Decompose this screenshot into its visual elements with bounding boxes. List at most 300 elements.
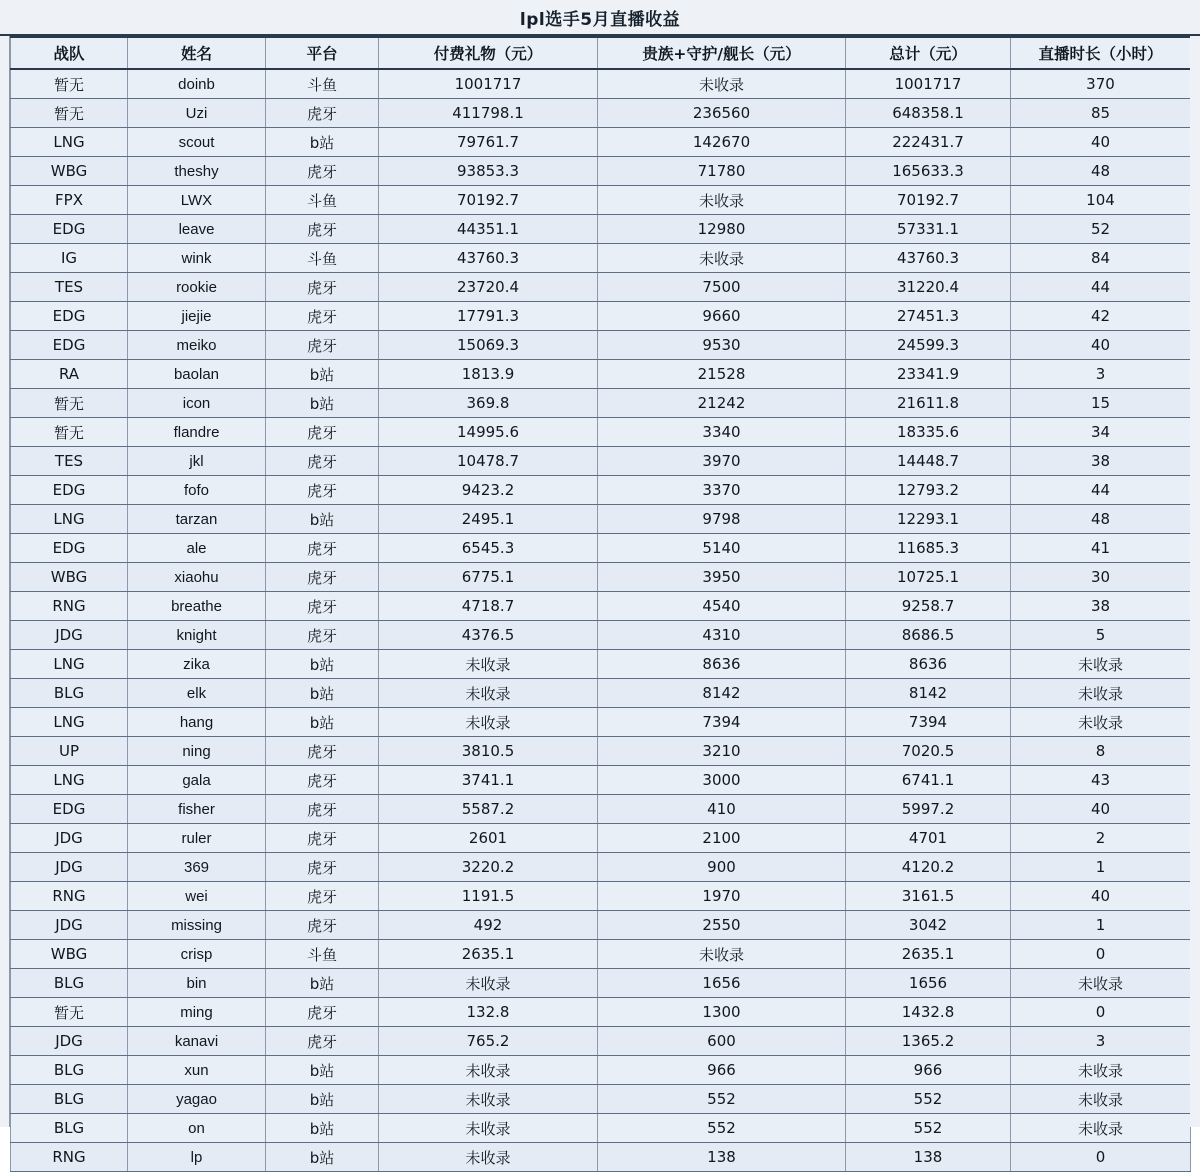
- cell-name[interactable]: leave: [128, 215, 266, 244]
- cell-total[interactable]: 14448.7: [846, 447, 1011, 476]
- cell-noble-guardian[interactable]: 2100: [598, 824, 846, 853]
- cell-name[interactable]: crisp: [128, 940, 266, 969]
- cell-name[interactable]: scout: [128, 128, 266, 157]
- cell-paid-gifts[interactable]: 未收录: [379, 1143, 598, 1172]
- cell-platform[interactable]: b站: [266, 969, 379, 998]
- cell-total[interactable]: 12793.2: [846, 476, 1011, 505]
- cell-stream-hours[interactable]: 3: [1011, 360, 1191, 389]
- cell-stream-hours[interactable]: 43: [1011, 766, 1191, 795]
- table-row[interactable]: [11, 737, 1191, 766]
- cell-stream-hours[interactable]: 未收录: [1011, 1114, 1191, 1143]
- cell-total[interactable]: 1432.8: [846, 998, 1011, 1027]
- cell-paid-gifts[interactable]: 1191.5: [379, 882, 598, 911]
- cell-total[interactable]: 138: [846, 1143, 1011, 1172]
- cell-team[interactable]: JDG: [11, 621, 128, 650]
- cell-paid-gifts[interactable]: 1813.9: [379, 360, 598, 389]
- cell-noble-guardian[interactable]: 1300: [598, 998, 846, 1027]
- cell-noble-guardian[interactable]: 4310: [598, 621, 846, 650]
- cell-team[interactable]: TES: [11, 447, 128, 476]
- cell-team[interactable]: BLG: [11, 1056, 128, 1085]
- cell-noble-guardian[interactable]: 138: [598, 1143, 846, 1172]
- cell-total[interactable]: 10725.1: [846, 563, 1011, 592]
- cell-name[interactable]: tarzan: [128, 505, 266, 534]
- cell-total[interactable]: 11685.3: [846, 534, 1011, 563]
- table-row[interactable]: [11, 273, 1191, 302]
- table-row[interactable]: [11, 447, 1191, 476]
- table-row[interactable]: [11, 679, 1191, 708]
- cell-noble-guardian[interactable]: 3210: [598, 737, 846, 766]
- table-row[interactable]: [11, 563, 1191, 592]
- cell-total[interactable]: 8142: [846, 679, 1011, 708]
- cell-stream-hours[interactable]: 未收录: [1011, 679, 1191, 708]
- cell-name[interactable]: zika: [128, 650, 266, 679]
- cell-platform[interactable]: 虎牙: [266, 99, 379, 128]
- cell-platform[interactable]: b站: [266, 128, 379, 157]
- cell-noble-guardian[interactable]: 8636: [598, 650, 846, 679]
- table-row[interactable]: [11, 650, 1191, 679]
- cell-team[interactable]: WBG: [11, 157, 128, 186]
- cell-team[interactable]: EDG: [11, 302, 128, 331]
- cell-team[interactable]: LNG: [11, 128, 128, 157]
- cell-noble-guardian[interactable]: 7394: [598, 708, 846, 737]
- cell-noble-guardian[interactable]: 8142: [598, 679, 846, 708]
- cell-stream-hours[interactable]: 44: [1011, 273, 1191, 302]
- cell-paid-gifts[interactable]: 5587.2: [379, 795, 598, 824]
- cell-stream-hours[interactable]: 40: [1011, 331, 1191, 360]
- cell-name[interactable]: breathe: [128, 592, 266, 621]
- cell-noble-guardian[interactable]: 1970: [598, 882, 846, 911]
- cell-stream-hours[interactable]: 5: [1011, 621, 1191, 650]
- cell-noble-guardian[interactable]: 1656: [598, 969, 846, 998]
- cell-stream-hours[interactable]: 2: [1011, 824, 1191, 853]
- cell-name[interactable]: missing: [128, 911, 266, 940]
- cell-noble-guardian[interactable]: 410: [598, 795, 846, 824]
- cell-platform[interactable]: 虎牙: [266, 331, 379, 360]
- cell-platform[interactable]: 虎牙: [266, 998, 379, 1027]
- cell-platform[interactable]: 斗鱼: [266, 186, 379, 215]
- cell-name[interactable]: fisher: [128, 795, 266, 824]
- cell-paid-gifts[interactable]: 未收录: [379, 650, 598, 679]
- cell-platform[interactable]: b站: [266, 650, 379, 679]
- cell-platform[interactable]: 虎牙: [266, 534, 379, 563]
- cell-name[interactable]: baolan: [128, 360, 266, 389]
- cell-name[interactable]: doinb: [128, 69, 266, 99]
- table-row[interactable]: [11, 1027, 1191, 1056]
- cell-stream-hours[interactable]: 1: [1011, 853, 1191, 882]
- cell-name[interactable]: jiejie: [128, 302, 266, 331]
- table-row[interactable]: [11, 476, 1191, 505]
- cell-paid-gifts[interactable]: 411798.1: [379, 99, 598, 128]
- column-header-stream-hours[interactable]: 直播时长（小时）: [1011, 37, 1191, 69]
- cell-paid-gifts[interactable]: 3810.5: [379, 737, 598, 766]
- cell-noble-guardian[interactable]: 21242: [598, 389, 846, 418]
- cell-team[interactable]: EDG: [11, 534, 128, 563]
- table-row[interactable]: [11, 592, 1191, 621]
- table-row[interactable]: [11, 244, 1191, 273]
- cell-noble-guardian[interactable]: 966: [598, 1056, 846, 1085]
- cell-noble-guardian[interactable]: 未收录: [598, 69, 846, 99]
- cell-team[interactable]: EDG: [11, 331, 128, 360]
- cell-platform[interactable]: 虎牙: [266, 476, 379, 505]
- cell-paid-gifts[interactable]: 4376.5: [379, 621, 598, 650]
- cell-total[interactable]: 3042: [846, 911, 1011, 940]
- cell-name[interactable]: Uzi: [128, 99, 266, 128]
- cell-paid-gifts[interactable]: 未收录: [379, 1056, 598, 1085]
- table-row[interactable]: [11, 708, 1191, 737]
- cell-platform[interactable]: 虎牙: [266, 911, 379, 940]
- cell-name[interactable]: ale: [128, 534, 266, 563]
- cell-name[interactable]: wei: [128, 882, 266, 911]
- cell-team[interactable]: LNG: [11, 650, 128, 679]
- table-row[interactable]: [11, 795, 1191, 824]
- cell-name[interactable]: meiko: [128, 331, 266, 360]
- cell-noble-guardian[interactable]: 3340: [598, 418, 846, 447]
- cell-noble-guardian[interactable]: 未收录: [598, 244, 846, 273]
- table-row[interactable]: [11, 128, 1191, 157]
- cell-platform[interactable]: 虎牙: [266, 592, 379, 621]
- cell-paid-gifts[interactable]: 2635.1: [379, 940, 598, 969]
- cell-stream-hours[interactable]: 未收录: [1011, 1085, 1191, 1114]
- cell-paid-gifts[interactable]: 79761.7: [379, 128, 598, 157]
- cell-noble-guardian[interactable]: 3370: [598, 476, 846, 505]
- cell-name[interactable]: xiaohu: [128, 563, 266, 592]
- cell-paid-gifts[interactable]: 3741.1: [379, 766, 598, 795]
- table-row[interactable]: [11, 360, 1191, 389]
- cell-name[interactable]: 369: [128, 853, 266, 882]
- cell-team[interactable]: RNG: [11, 1143, 128, 1172]
- cell-total[interactable]: 222431.7: [846, 128, 1011, 157]
- cell-stream-hours[interactable]: 未收录: [1011, 650, 1191, 679]
- cell-noble-guardian[interactable]: 9798: [598, 505, 846, 534]
- table-row[interactable]: [11, 969, 1191, 998]
- cell-noble-guardian[interactable]: 2550: [598, 911, 846, 940]
- table-row[interactable]: [11, 534, 1191, 563]
- cell-name[interactable]: icon: [128, 389, 266, 418]
- cell-total[interactable]: 4120.2: [846, 853, 1011, 882]
- cell-paid-gifts[interactable]: 9423.2: [379, 476, 598, 505]
- cell-stream-hours[interactable]: 41: [1011, 534, 1191, 563]
- cell-paid-gifts[interactable]: 1001717: [379, 69, 598, 99]
- cell-platform[interactable]: 虎牙: [266, 273, 379, 302]
- cell-stream-hours[interactable]: 42: [1011, 302, 1191, 331]
- table-row[interactable]: [11, 302, 1191, 331]
- cell-noble-guardian[interactable]: 9530: [598, 331, 846, 360]
- cell-paid-gifts[interactable]: 未收录: [379, 1114, 598, 1143]
- cell-stream-hours[interactable]: 38: [1011, 447, 1191, 476]
- cell-platform[interactable]: b站: [266, 708, 379, 737]
- cell-name[interactable]: jkl: [128, 447, 266, 476]
- cell-team[interactable]: WBG: [11, 563, 128, 592]
- cell-name[interactable]: rookie: [128, 273, 266, 302]
- cell-platform[interactable]: b站: [266, 389, 379, 418]
- cell-stream-hours[interactable]: 370: [1011, 69, 1191, 99]
- cell-name[interactable]: lp: [128, 1143, 266, 1172]
- cell-paid-gifts[interactable]: 4718.7: [379, 592, 598, 621]
- cell-noble-guardian[interactable]: 3950: [598, 563, 846, 592]
- cell-stream-hours[interactable]: 8: [1011, 737, 1191, 766]
- cell-platform[interactable]: b站: [266, 1143, 379, 1172]
- cell-paid-gifts[interactable]: 70192.7: [379, 186, 598, 215]
- cell-platform[interactable]: 虎牙: [266, 853, 379, 882]
- cell-paid-gifts[interactable]: 132.8: [379, 998, 598, 1027]
- cell-team[interactable]: EDG: [11, 476, 128, 505]
- table-row[interactable]: [11, 99, 1191, 128]
- cell-platform[interactable]: 虎牙: [266, 302, 379, 331]
- cell-name[interactable]: flandre: [128, 418, 266, 447]
- cell-paid-gifts[interactable]: 492: [379, 911, 598, 940]
- cell-platform[interactable]: b站: [266, 360, 379, 389]
- cell-platform[interactable]: 虎牙: [266, 882, 379, 911]
- cell-noble-guardian[interactable]: 5140: [598, 534, 846, 563]
- cell-team[interactable]: 暂无: [11, 99, 128, 128]
- column-header-platform[interactable]: 平台: [266, 37, 379, 69]
- cell-noble-guardian[interactable]: 12980: [598, 215, 846, 244]
- cell-paid-gifts[interactable]: 17791.3: [379, 302, 598, 331]
- table-row[interactable]: [11, 157, 1191, 186]
- cell-name[interactable]: knight: [128, 621, 266, 650]
- cell-name[interactable]: elk: [128, 679, 266, 708]
- cell-paid-gifts[interactable]: 2601: [379, 824, 598, 853]
- cell-total[interactable]: 57331.1: [846, 215, 1011, 244]
- cell-paid-gifts[interactable]: 10478.7: [379, 447, 598, 476]
- cell-stream-hours[interactable]: 84: [1011, 244, 1191, 273]
- cell-stream-hours[interactable]: 85: [1011, 99, 1191, 128]
- cell-team[interactable]: LNG: [11, 505, 128, 534]
- cell-total[interactable]: 552: [846, 1085, 1011, 1114]
- cell-name[interactable]: kanavi: [128, 1027, 266, 1056]
- cell-team[interactable]: JDG: [11, 824, 128, 853]
- cell-total[interactable]: 23341.9: [846, 360, 1011, 389]
- table-row[interactable]: [11, 389, 1191, 418]
- cell-paid-gifts[interactable]: 2495.1: [379, 505, 598, 534]
- column-header-noble-guardian[interactable]: 贵族+守护/舰长（元）: [598, 37, 846, 69]
- cell-noble-guardian[interactable]: 3000: [598, 766, 846, 795]
- cell-team[interactable]: JDG: [11, 853, 128, 882]
- cell-total[interactable]: 8686.5: [846, 621, 1011, 650]
- cell-platform[interactable]: b站: [266, 1085, 379, 1114]
- cell-platform[interactable]: 斗鱼: [266, 69, 379, 99]
- cell-team[interactable]: 暂无: [11, 418, 128, 447]
- cell-total[interactable]: 9258.7: [846, 592, 1011, 621]
- column-header-total[interactable]: 总计（元）: [846, 37, 1011, 69]
- table-row[interactable]: [11, 1114, 1191, 1143]
- cell-name[interactable]: theshy: [128, 157, 266, 186]
- cell-name[interactable]: ming: [128, 998, 266, 1027]
- cell-total[interactable]: 7394: [846, 708, 1011, 737]
- cell-stream-hours[interactable]: 38: [1011, 592, 1191, 621]
- cell-stream-hours[interactable]: 52: [1011, 215, 1191, 244]
- cell-platform[interactable]: 虎牙: [266, 766, 379, 795]
- table-row[interactable]: [11, 1056, 1191, 1085]
- table-row[interactable]: [11, 940, 1191, 969]
- cell-stream-hours[interactable]: 1: [1011, 911, 1191, 940]
- column-header-paid-gifts[interactable]: 付费礼物（元）: [379, 37, 598, 69]
- cell-team[interactable]: 暂无: [11, 389, 128, 418]
- cell-noble-guardian[interactable]: 236560: [598, 99, 846, 128]
- cell-paid-gifts[interactable]: 369.8: [379, 389, 598, 418]
- cell-stream-hours[interactable]: 未收录: [1011, 969, 1191, 998]
- cell-total[interactable]: 21611.8: [846, 389, 1011, 418]
- cell-name[interactable]: hang: [128, 708, 266, 737]
- cell-stream-hours[interactable]: 3: [1011, 1027, 1191, 1056]
- cell-paid-gifts[interactable]: 未收录: [379, 679, 598, 708]
- cell-paid-gifts[interactable]: 6545.3: [379, 534, 598, 563]
- cell-paid-gifts[interactable]: 未收录: [379, 1085, 598, 1114]
- cell-platform[interactable]: 虎牙: [266, 1027, 379, 1056]
- table-row[interactable]: [11, 215, 1191, 244]
- cell-platform[interactable]: 虎牙: [266, 737, 379, 766]
- cell-total[interactable]: 4701: [846, 824, 1011, 853]
- table-row[interactable]: [11, 418, 1191, 447]
- cell-paid-gifts[interactable]: 15069.3: [379, 331, 598, 360]
- cell-name[interactable]: ruler: [128, 824, 266, 853]
- table-row[interactable]: [11, 853, 1191, 882]
- cell-total[interactable]: 1656: [846, 969, 1011, 998]
- cell-team[interactable]: JDG: [11, 911, 128, 940]
- cell-team[interactable]: IG: [11, 244, 128, 273]
- cell-total[interactable]: 966: [846, 1056, 1011, 1085]
- cell-stream-hours[interactable]: 未收录: [1011, 1056, 1191, 1085]
- cell-team[interactable]: RNG: [11, 882, 128, 911]
- table-row[interactable]: [11, 766, 1191, 795]
- cell-noble-guardian[interactable]: 21528: [598, 360, 846, 389]
- column-header-team[interactable]: 战队: [11, 37, 128, 69]
- cell-stream-hours[interactable]: 104: [1011, 186, 1191, 215]
- cell-stream-hours[interactable]: 0: [1011, 1143, 1191, 1172]
- cell-noble-guardian[interactable]: 142670: [598, 128, 846, 157]
- cell-paid-gifts[interactable]: 未收录: [379, 708, 598, 737]
- cell-team[interactable]: RA: [11, 360, 128, 389]
- cell-total[interactable]: 552: [846, 1114, 1011, 1143]
- cell-stream-hours[interactable]: 48: [1011, 157, 1191, 186]
- cell-team[interactable]: BLG: [11, 1114, 128, 1143]
- table-row[interactable]: [11, 331, 1191, 360]
- cell-team[interactable]: BLG: [11, 679, 128, 708]
- table-row[interactable]: [11, 505, 1191, 534]
- cell-total[interactable]: 1365.2: [846, 1027, 1011, 1056]
- cell-noble-guardian[interactable]: 71780: [598, 157, 846, 186]
- cell-platform[interactable]: b站: [266, 505, 379, 534]
- cell-stream-hours[interactable]: 34: [1011, 418, 1191, 447]
- cell-paid-gifts[interactable]: 3220.2: [379, 853, 598, 882]
- cell-paid-gifts[interactable]: 6775.1: [379, 563, 598, 592]
- cell-total[interactable]: 31220.4: [846, 273, 1011, 302]
- cell-paid-gifts[interactable]: 44351.1: [379, 215, 598, 244]
- table-row[interactable]: [11, 69, 1191, 99]
- cell-name[interactable]: bin: [128, 969, 266, 998]
- cell-platform[interactable]: 斗鱼: [266, 244, 379, 273]
- cell-team[interactable]: RNG: [11, 592, 128, 621]
- cell-platform[interactable]: b站: [266, 1114, 379, 1143]
- cell-team[interactable]: 暂无: [11, 69, 128, 99]
- cell-team[interactable]: FPX: [11, 186, 128, 215]
- cell-noble-guardian[interactable]: 552: [598, 1085, 846, 1114]
- cell-noble-guardian[interactable]: 552: [598, 1114, 846, 1143]
- cell-platform[interactable]: 虎牙: [266, 824, 379, 853]
- table-row[interactable]: [11, 186, 1191, 215]
- cell-team[interactable]: EDG: [11, 795, 128, 824]
- cell-total[interactable]: 648358.1: [846, 99, 1011, 128]
- table-row[interactable]: [11, 911, 1191, 940]
- cell-platform[interactable]: 虎牙: [266, 215, 379, 244]
- cell-platform[interactable]: 虎牙: [266, 447, 379, 476]
- cell-noble-guardian[interactable]: 900: [598, 853, 846, 882]
- cell-stream-hours[interactable]: 48: [1011, 505, 1191, 534]
- cell-platform[interactable]: 斗鱼: [266, 940, 379, 969]
- cell-platform[interactable]: 虎牙: [266, 157, 379, 186]
- cell-team[interactable]: LNG: [11, 708, 128, 737]
- cell-stream-hours[interactable]: 0: [1011, 998, 1191, 1027]
- cell-noble-guardian[interactable]: 9660: [598, 302, 846, 331]
- cell-total[interactable]: 2635.1: [846, 940, 1011, 969]
- cell-team[interactable]: LNG: [11, 766, 128, 795]
- column-header-name[interactable]: 姓名: [128, 37, 266, 69]
- cell-total[interactable]: 1001717: [846, 69, 1011, 99]
- cell-team[interactable]: EDG: [11, 215, 128, 244]
- cell-team[interactable]: UP: [11, 737, 128, 766]
- cell-team[interactable]: 暂无: [11, 998, 128, 1027]
- cell-paid-gifts[interactable]: 未收录: [379, 969, 598, 998]
- cell-stream-hours[interactable]: 30: [1011, 563, 1191, 592]
- cell-team[interactable]: BLG: [11, 1085, 128, 1114]
- cell-stream-hours[interactable]: 44: [1011, 476, 1191, 505]
- cell-team[interactable]: BLG: [11, 969, 128, 998]
- cell-platform[interactable]: 虎牙: [266, 621, 379, 650]
- cell-name[interactable]: on: [128, 1114, 266, 1143]
- cell-stream-hours[interactable]: 40: [1011, 795, 1191, 824]
- cell-stream-hours[interactable]: 40: [1011, 882, 1191, 911]
- cell-noble-guardian[interactable]: 未收录: [598, 186, 846, 215]
- cell-total[interactable]: 6741.1: [846, 766, 1011, 795]
- cell-name[interactable]: yagao: [128, 1085, 266, 1114]
- cell-paid-gifts[interactable]: 43760.3: [379, 244, 598, 273]
- cell-stream-hours[interactable]: 15: [1011, 389, 1191, 418]
- cell-total[interactable]: 5997.2: [846, 795, 1011, 824]
- cell-noble-guardian[interactable]: 3970: [598, 447, 846, 476]
- cell-stream-hours[interactable]: 0: [1011, 940, 1191, 969]
- cell-name[interactable]: wink: [128, 244, 266, 273]
- cell-name[interactable]: fofo: [128, 476, 266, 505]
- cell-name[interactable]: gala: [128, 766, 266, 795]
- cell-team[interactable]: JDG: [11, 1027, 128, 1056]
- cell-total[interactable]: 70192.7: [846, 186, 1011, 215]
- cell-total[interactable]: 18335.6: [846, 418, 1011, 447]
- cell-platform[interactable]: 虎牙: [266, 418, 379, 447]
- cell-total[interactable]: 7020.5: [846, 737, 1011, 766]
- table-row[interactable]: [11, 1143, 1191, 1172]
- cell-noble-guardian[interactable]: 600: [598, 1027, 846, 1056]
- cell-total[interactable]: 8636: [846, 650, 1011, 679]
- table-row[interactable]: [11, 882, 1191, 911]
- cell-name[interactable]: ning: [128, 737, 266, 766]
- cell-name[interactable]: xun: [128, 1056, 266, 1085]
- cell-team[interactable]: TES: [11, 273, 128, 302]
- cell-noble-guardian[interactable]: 未收录: [598, 940, 846, 969]
- cell-noble-guardian[interactable]: 4540: [598, 592, 846, 621]
- cell-total[interactable]: 43760.3: [846, 244, 1011, 273]
- cell-total[interactable]: 24599.3: [846, 331, 1011, 360]
- cell-paid-gifts[interactable]: 765.2: [379, 1027, 598, 1056]
- cell-name[interactable]: LWX: [128, 186, 266, 215]
- table-row[interactable]: [11, 1085, 1191, 1114]
- cell-paid-gifts[interactable]: 14995.6: [379, 418, 598, 447]
- cell-platform[interactable]: b站: [266, 1056, 379, 1085]
- cell-paid-gifts[interactable]: 23720.4: [379, 273, 598, 302]
- cell-total[interactable]: 12293.1: [846, 505, 1011, 534]
- table-row[interactable]: [11, 998, 1191, 1027]
- cell-platform[interactable]: 虎牙: [266, 563, 379, 592]
- cell-stream-hours[interactable]: 40: [1011, 128, 1191, 157]
